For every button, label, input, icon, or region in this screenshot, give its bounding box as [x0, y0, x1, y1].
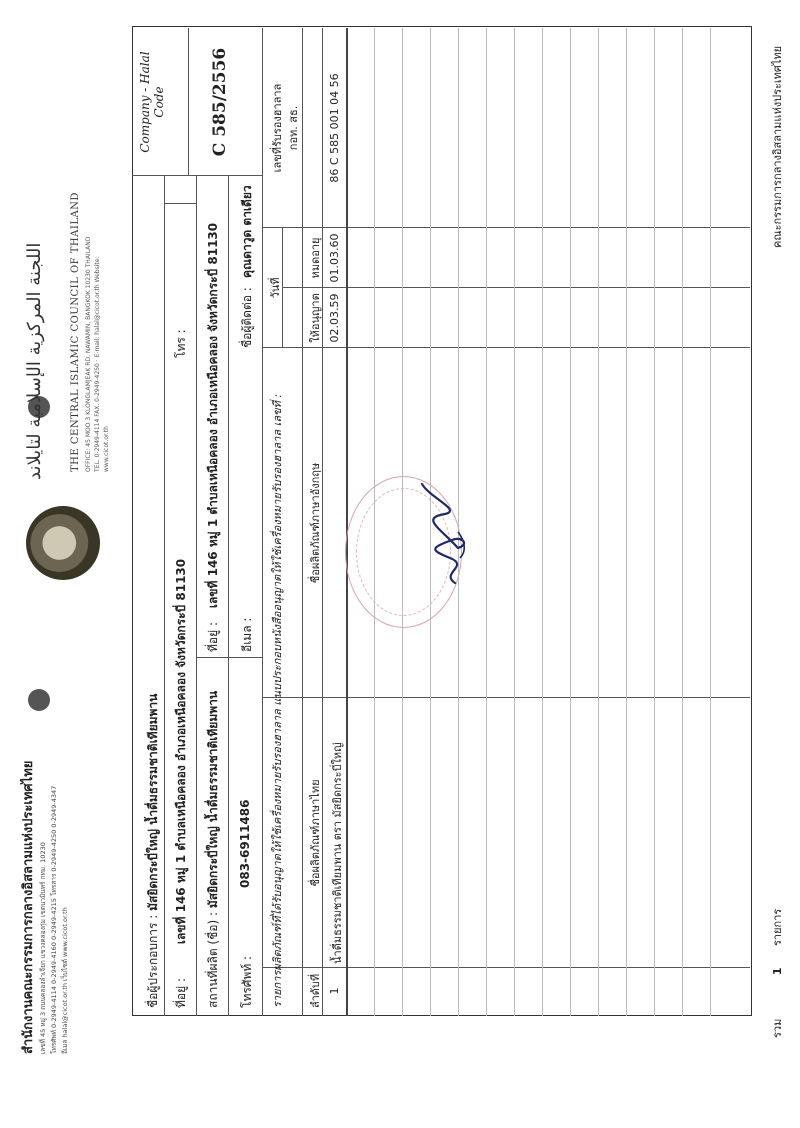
- org-phone: โทรศัพท์ 0-2949-4114 0-2949-4160 0-2949-4215 โทรสาร 0-2949-4250 0-2949-4347: [50, 785, 58, 1054]
- total-label: รวม: [771, 1018, 784, 1038]
- signature: [400, 478, 480, 588]
- col-header-name-th: ชื่อผลิตภัณฑ์ภาษาไทย: [309, 779, 322, 887]
- place-value: มัสยิดกระบี่ใหญ่ น้ำดื่มธรรมชาติเทียมพาน: [206, 690, 220, 909]
- divider: [542, 28, 543, 1016]
- col-header-cert-no-line2: กอท. สธ.: [287, 105, 300, 151]
- divider: [514, 28, 515, 1016]
- divider: [626, 28, 627, 1016]
- org-web: อีเมล halal@cicot.or.th เว็บไซต์ www.cicot.or.th: [61, 907, 69, 1054]
- divider: [598, 28, 599, 1016]
- divider: [570, 28, 571, 1016]
- total-unit: รายการ: [771, 908, 784, 946]
- address-value: เลขที่ 146 หมู่ 1 ตำบลเหนือคลอง อำเภอเหนือคลอง จังหวัดกระบี่ 81130: [174, 558, 188, 945]
- divider: [196, 657, 262, 658]
- col-header-no: ลำดับที่: [309, 973, 322, 1009]
- council-emblem-logo: [26, 506, 100, 580]
- council-address-en: OFFICE: 45 MOO 3 KLONGLAMJEAK RD. NAWAMIN, BANGKOK 10230 THAILAND TEL. 0-2949-4114 FAX. 0-2949-4250 · E-mail: halal@cicot.or.th Website: www.cicot.or.th: [85, 236, 110, 472]
- halal-code-value: C 585/2556: [210, 47, 230, 157]
- phone-label: โทรศัพท์ :: [240, 955, 254, 1008]
- col-header-date-expire: หมดอายุ: [309, 237, 322, 279]
- company-value: มัสยิดกระบี่ใหญ่ น้ำดื่มธรรมชาติเทียมพาน: [146, 693, 160, 911]
- fax-label: โทร :: [174, 329, 188, 358]
- contact-value: คุณดาวูด ตาเดียว: [240, 185, 254, 278]
- divider: [228, 176, 229, 1016]
- total-count: 1: [771, 967, 784, 976]
- org-header: [20, 761, 71, 1054]
- address-row: [172, 559, 191, 1008]
- row-no: 1: [328, 987, 341, 995]
- col-header-name-en: ชื่อผลิตภัณฑ์ภาษาอังกฤษ: [309, 462, 322, 584]
- col-header-date: วันที่: [269, 277, 282, 299]
- punch-hole: [28, 689, 50, 711]
- divider: [682, 28, 683, 1016]
- address-label: ที่อยู่ :: [174, 977, 188, 1008]
- divider: [188, 28, 189, 176]
- arabic-title: اللجنة المركزية الإسلامية لتايلاند: [24, 242, 45, 480]
- halal-code-label: [138, 34, 166, 170]
- place-address-row: [204, 223, 223, 652]
- footer-council-name: คณะกรรมการกลางอิสลามแห่งประเทศไทย: [771, 45, 784, 248]
- org-address: เลขที่ 45 หมู่ 3 ถนนคลองลำเจียก แขวงคลองกุ่ม เขตนวมินทร์ กทม. 10230: [39, 842, 47, 1054]
- place-address-label: ที่อยู่ :: [206, 621, 220, 652]
- contact-label: ชื่อผู้ติดต่อ :: [240, 287, 254, 348]
- divider: [302, 28, 303, 1016]
- divider: [164, 203, 196, 204]
- halal-code-label-line1: Company - Halal: [138, 51, 152, 153]
- place-row: [204, 691, 223, 1008]
- row-name-th: น้ำดื่มธรรมชาติเทียมพาน ตรา มัสยิดกระบี่ใหญ่: [331, 742, 344, 964]
- list-title: รายการผลิตภัณฑ์ที่ได้รับอนุญาตให้ใช้เครื่องหมายรับรองฮาลาล แนบประกอบหนังสืออนุญาตให้ใช้เครื่องหมายรับรองฮาลาล เลขที่ :: [271, 393, 284, 1008]
- company-label: ชื่อผู้ประกอบการ :: [146, 914, 160, 1008]
- row-cert-no: 86 C 585 001 04 56: [328, 73, 341, 183]
- col-header-date-issue: ให้อนุญาต: [309, 293, 322, 343]
- divider: [710, 28, 711, 1016]
- org-name: สำนักงานคณะกรรมการกลางอิสลามแห่งประเทศไทย: [21, 760, 36, 1054]
- total-row: [768, 909, 786, 1038]
- col-header-cert-no-line1: เลขที่รับรองฮาลาล: [271, 83, 284, 173]
- divider: [282, 287, 750, 288]
- place-label: สถานที่ผลิต (ชื่อ) :: [206, 911, 220, 1008]
- email-label: อีเมล :: [240, 617, 254, 652]
- divider: [346, 28, 348, 1016]
- divider: [654, 28, 655, 1016]
- divider: [132, 175, 262, 176]
- divider: [164, 176, 165, 1016]
- divider: [486, 28, 487, 1016]
- halal-code-label-line2: Code: [152, 86, 166, 118]
- col-header-cert-no: [270, 28, 302, 228]
- divider: [196, 176, 197, 1016]
- company-row: [144, 694, 163, 1008]
- council-name-en: THE CENTRAL ISLAMIC COUNCIL OF THAILAND: [70, 192, 81, 472]
- phone-value: 083-6911486: [238, 799, 252, 888]
- place-address-value: เลขที่ 146 หมู่ 1 ตำบลเหนือคลอง อำเภอเหนือคลอง จังหวัดกระบี่ 81130: [206, 222, 220, 609]
- row-date-issue: 02.03.59: [328, 293, 341, 343]
- divider: [262, 28, 263, 1016]
- divider: [262, 697, 750, 698]
- row-date-expire: 01.03.60: [328, 233, 341, 283]
